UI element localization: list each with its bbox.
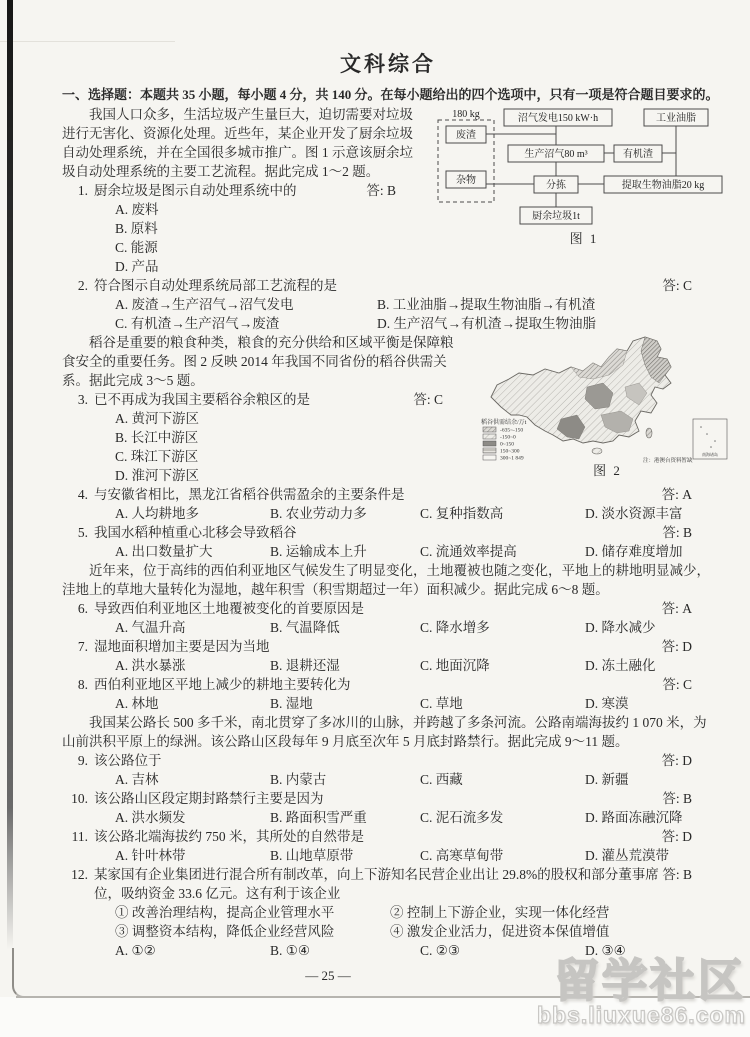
option: C. ②③ xyxy=(420,943,460,958)
binding-edge xyxy=(7,0,13,950)
option: D. 储存难度增加 xyxy=(585,544,683,559)
question-stem: 符合图示自动处理系统局部工艺流程的是 xyxy=(94,278,337,293)
option: D. 灌丛荒漠带 xyxy=(585,848,669,863)
option: D. 寒漠 xyxy=(585,696,629,711)
question-10 xyxy=(62,789,714,827)
option: D. 生产沼气→有机渣→提取生物油脂 xyxy=(377,316,596,331)
option: C. 西藏 xyxy=(420,772,463,787)
option: A. 气温升高 xyxy=(115,620,186,635)
option: C. 泥石流多发 xyxy=(420,810,504,825)
question-stem: 该公路山区段定期封路禁行主要是因为 xyxy=(94,791,324,806)
option: A. 吉林 xyxy=(115,772,159,787)
group-weight-label: 180 kg xyxy=(452,109,480,120)
option: C. 降水增多 xyxy=(420,620,490,635)
option: D. ③④ xyxy=(585,943,626,958)
question-answer: 答: B xyxy=(662,867,692,882)
option: A. 出口数量扩大 xyxy=(115,544,213,559)
option: D. 淮河下游区 xyxy=(115,468,199,483)
statement-item: ④ 激发企业活力，促进资本保值增值 xyxy=(390,924,610,939)
question-answer: 答: C xyxy=(662,278,692,293)
option: A. 洪水频发 xyxy=(115,810,186,825)
option: B. 原料 xyxy=(115,221,158,236)
question-stem: 导致西伯利亚地区土地覆被变化的首要原因是 xyxy=(94,601,364,616)
question-answer: 答: A xyxy=(661,601,692,616)
flowchart-svg xyxy=(428,107,740,231)
node-impurities-label: 杂物 xyxy=(456,175,476,186)
question-7 xyxy=(62,637,714,675)
legend-label-4: 150~300 xyxy=(500,448,520,455)
option: D. 淡水资源丰富 xyxy=(585,506,683,521)
option: A. 洪水暴涨 xyxy=(115,658,186,673)
question-stem: 我国水稻种植重心北移会导致稻谷 xyxy=(94,525,297,540)
legend-label-2: -150~0 xyxy=(500,434,516,441)
footer-page-number: — 25 — xyxy=(305,968,351,983)
section-header: 一、选择题：本题共 35 小题，每小题 4 分，共 140 分。在每小题给出的四个选项中，只有一项是符合题目要求的。 xyxy=(62,87,719,102)
question-2 xyxy=(62,276,714,333)
option: C. 复种指数高 xyxy=(420,506,504,521)
question-number: 3. xyxy=(77,392,88,407)
figure2-map xyxy=(475,335,740,478)
option: D. 产品 xyxy=(115,259,159,274)
question-stem: 该公路北端海拔约 750 米，其所处的自然带是 xyxy=(94,829,364,844)
inset-island-dot xyxy=(714,440,716,442)
option: A. 针叶林带 xyxy=(115,848,186,863)
question-8 xyxy=(62,675,714,713)
option: C. 能源 xyxy=(115,240,158,255)
question-stem: 湿地面积增加主要是因为当地 xyxy=(94,639,270,654)
node-extract-bio-grease-label: 提取生物油脂20 kg xyxy=(621,180,705,191)
question-number: 7. xyxy=(77,639,88,654)
statement-item: ① 改善治理结构，提高企业管理水平 xyxy=(115,905,335,920)
option: C. 珠江下游区 xyxy=(115,449,199,464)
question-answer: 答: B xyxy=(662,791,692,806)
question-6 xyxy=(62,599,714,637)
passage-3: 近年来，位于高纬的西伯利亚地区气候发生了明显变化，土地覆被也随之变化，平地上的耕地明显减少，洼地上的草地大量转化为湿地，越年积雪（积雪期超过一年）面积减少。据此完成 6～8 题。 xyxy=(62,563,710,597)
passage-2: 稻谷是重要的粮食种类，粮食的充分供给和区域平衡是保障粮食安全的重要任务。图 2 反映 2014 年我国不同省份的稻谷供需关系。据此完成 3～5 题。 xyxy=(62,335,454,388)
node-kitchen-waste-label: 厨余垃圾1t xyxy=(532,211,580,222)
option: B. 气温降低 xyxy=(270,620,340,635)
option: B. 山地草原带 xyxy=(270,848,354,863)
inset-island-dot xyxy=(706,433,708,435)
question-11 xyxy=(62,827,714,865)
option: A. 林地 xyxy=(115,696,159,711)
question-number: 2. xyxy=(77,278,88,293)
china-map-svg xyxy=(475,335,740,463)
figure2-caption: 图 2 xyxy=(593,463,622,478)
statement-item: ② 控制上下游企业，实现一体化经营 xyxy=(390,905,610,920)
option: B. 工业油脂→提取生物油脂→有机渣 xyxy=(377,297,596,312)
legend-title: 稻谷供需结余/万t xyxy=(481,420,527,426)
question-answer: 答: D xyxy=(661,639,692,654)
question-number: 9. xyxy=(77,753,88,768)
option: B. 运输成本上升 xyxy=(270,544,367,559)
option: B. 农业劳动力多 xyxy=(270,506,367,521)
question-stem: 厨余垃圾是图示自动处理系统中的 xyxy=(94,183,297,198)
question-stem: 该公路位于 xyxy=(94,753,162,768)
option: B. 长江中游区 xyxy=(115,430,199,445)
question-4 xyxy=(62,485,714,523)
passage-1: 我国人口众多，生活垃圾产生量巨大，迫切需要对垃圾进行无害化、资源化处理。近些年，某企业开发了厨余垃圾自动处理系统，并在全国很多城市推广。图 1 示意该厨余垃圾自动处理系统的主要工艺流程。据此完成 1～2 题。 xyxy=(62,107,413,179)
page-corner-edge xyxy=(12,948,44,998)
map-note: 注：港澳台资料暂缺 xyxy=(643,458,693,463)
island-hainan xyxy=(592,448,602,454)
statement-item: ③ 调整资本结构，降低企业经营风险 xyxy=(115,924,335,939)
question-number: 11. xyxy=(71,829,88,844)
legend-swatch-1 xyxy=(483,427,496,432)
node-organic-residue-label: 有机渣 xyxy=(623,149,653,160)
option: C. 流通效率提高 xyxy=(420,544,517,559)
question-12 xyxy=(62,865,714,960)
option: B. 退耕还湿 xyxy=(270,658,340,673)
inset-island-dot xyxy=(700,426,702,428)
option: A. 废料 xyxy=(115,202,159,217)
question-answer: 答: C xyxy=(413,392,443,407)
question-stem: 西伯利亚地区平地上减少的耕地主要转化为 xyxy=(94,677,351,692)
node-waste-residue-label: 废渣 xyxy=(456,130,476,141)
option: A. ①② xyxy=(115,943,156,958)
question-number: 8. xyxy=(77,677,88,692)
question-number: 5. xyxy=(77,525,88,540)
scan-artifact-line xyxy=(0,41,175,42)
figure1-flowchart xyxy=(428,107,740,246)
island-taiwan xyxy=(646,428,652,438)
question-answer: 答: D xyxy=(661,829,692,844)
option: B. 路面积雪严重 xyxy=(270,810,367,825)
question-stem: 已不再成为我国主要稻谷余粮区的是 xyxy=(94,392,310,407)
legend-label-3: 0~150 xyxy=(500,441,514,448)
question-number: 6. xyxy=(77,601,88,616)
question-number: 4. xyxy=(77,487,88,502)
legend-swatch-3 xyxy=(483,441,496,446)
question-9 xyxy=(62,751,714,789)
option: B. ①④ xyxy=(270,943,310,958)
question-stem: 与安徽省相比，黑龙江省稻谷供需盈余的主要条件是 xyxy=(94,487,405,502)
inset-label: 南海诸岛 xyxy=(702,452,718,457)
legend-label-1: -635~-150 xyxy=(500,427,524,434)
legend-swatch-4 xyxy=(483,448,496,453)
question-answer: 答: A xyxy=(661,487,692,502)
question-number: 12. xyxy=(71,867,88,882)
inset-island-dot xyxy=(710,446,712,448)
node-produce-biogas-label: 生产沼气80 m³ xyxy=(524,149,588,160)
node-biogas-power-label: 沼气发电150 kW·h xyxy=(517,113,599,124)
option: C. 地面沉降 xyxy=(420,658,490,673)
question-answer: 答: D xyxy=(661,753,692,768)
option: B. 湿地 xyxy=(270,696,313,711)
option: C. 高寒草甸带 xyxy=(420,848,504,863)
question-5 xyxy=(62,523,714,561)
option: B. 内蒙古 xyxy=(270,772,327,787)
node-sorting-label: 分拣 xyxy=(546,180,566,191)
question-number: 1. xyxy=(77,183,88,198)
option: D. 路面冻融沉降 xyxy=(585,810,683,825)
question-answer: 答: C xyxy=(662,677,692,692)
option: C. 有机渣→生产沼气→废渣 xyxy=(115,316,280,331)
option: D. 冻土融化 xyxy=(585,658,656,673)
option: D. 新疆 xyxy=(585,772,629,787)
watermark-url: bbs.liuxue86.com xyxy=(536,1002,746,1028)
legend-swatch-5 xyxy=(483,455,496,460)
figure1-caption: 图 1 xyxy=(569,231,599,246)
question-number: 10. xyxy=(71,791,88,806)
exam-title: 文科综合 xyxy=(340,52,436,76)
option: C. 草地 xyxy=(420,696,463,711)
option: A. 黄河下游区 xyxy=(115,411,199,426)
node-industrial-grease-label: 工业油脂 xyxy=(656,113,696,124)
watermark-text: 留学社区 xyxy=(553,955,746,1006)
watermark xyxy=(536,955,746,1028)
passage-4: 我国某公路长 500 多千米，南北贯穿了多冰川的山脉，并跨越了多条河流。公路南端海拔约 1 070 米，为山前洪积平原上的绿洲。该公路山区段每年 9 月底至次年 5 月底封路禁行。据此完成 9～11 题。 xyxy=(62,715,707,749)
option: A. 废渣→生产沼气→沼气发电 xyxy=(115,297,294,312)
question-answer: 答: B xyxy=(662,525,692,540)
question-stem: 某家国有企业集团进行混合所有制改革，向上下游知名民营企业出让 29.8%的股权和部分董事席位，吸纳资金 33.6 亿元。这有利于该企业 xyxy=(94,867,659,901)
option: D. 降水减少 xyxy=(585,620,656,635)
option: A. 人均耕地多 xyxy=(115,506,199,521)
legend-swatch-2 xyxy=(483,434,496,439)
legend-label-5: 300~1 849 xyxy=(500,455,524,462)
question-answer: 答: B xyxy=(366,183,396,198)
